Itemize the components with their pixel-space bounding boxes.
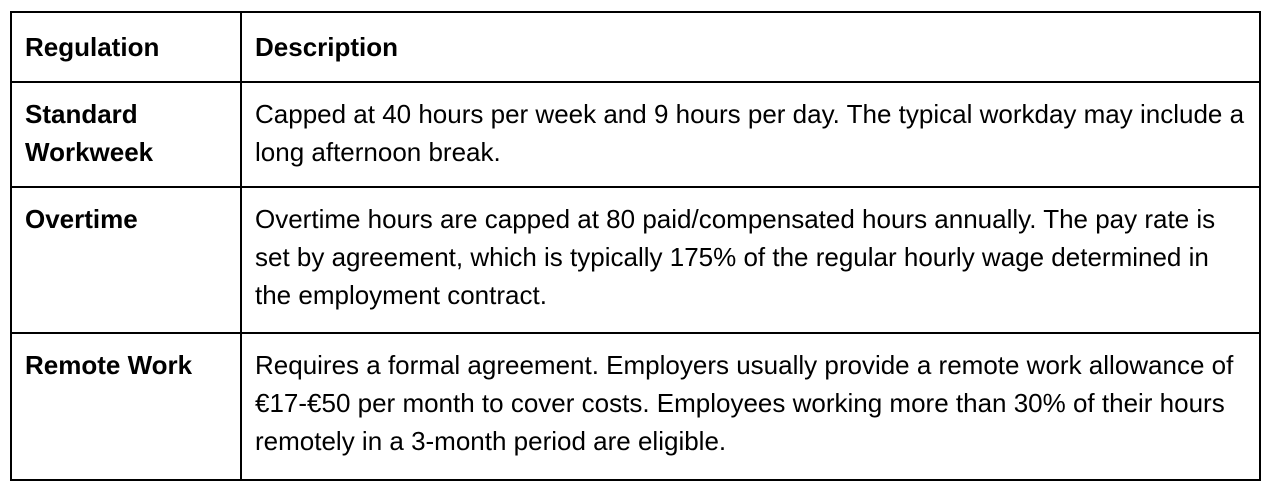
table-row xyxy=(11,187,1260,333)
regulations-table xyxy=(10,11,1261,481)
description-cell: Requires a formal agreement. Employers usually provide a remote work allowance of €17-€50 per month to cover costs. Employees working more than 30% of their hours remotely in a 3-month period are eligible. xyxy=(241,333,1260,480)
header-regulation: Regulation xyxy=(11,12,241,82)
regulation-cell: Overtime xyxy=(11,187,241,333)
description-cell: Overtime hours are capped at 80 paid/compensated hours annually. The pay rate is set by agreement, which is typically 175% of the regular hourly wage determined in the employment contract. xyxy=(241,187,1260,333)
description-cell: Capped at 40 hours per week and 9 hours per day. The typical workday may include a long afternoon break. xyxy=(241,82,1260,187)
regulation-cell: Remote Work xyxy=(11,333,241,480)
table-header-row xyxy=(11,12,1260,82)
header-description: Description xyxy=(241,12,1260,82)
regulation-cell: Standard Workweek xyxy=(11,82,241,187)
table-row xyxy=(11,333,1260,480)
table-row xyxy=(11,82,1260,187)
